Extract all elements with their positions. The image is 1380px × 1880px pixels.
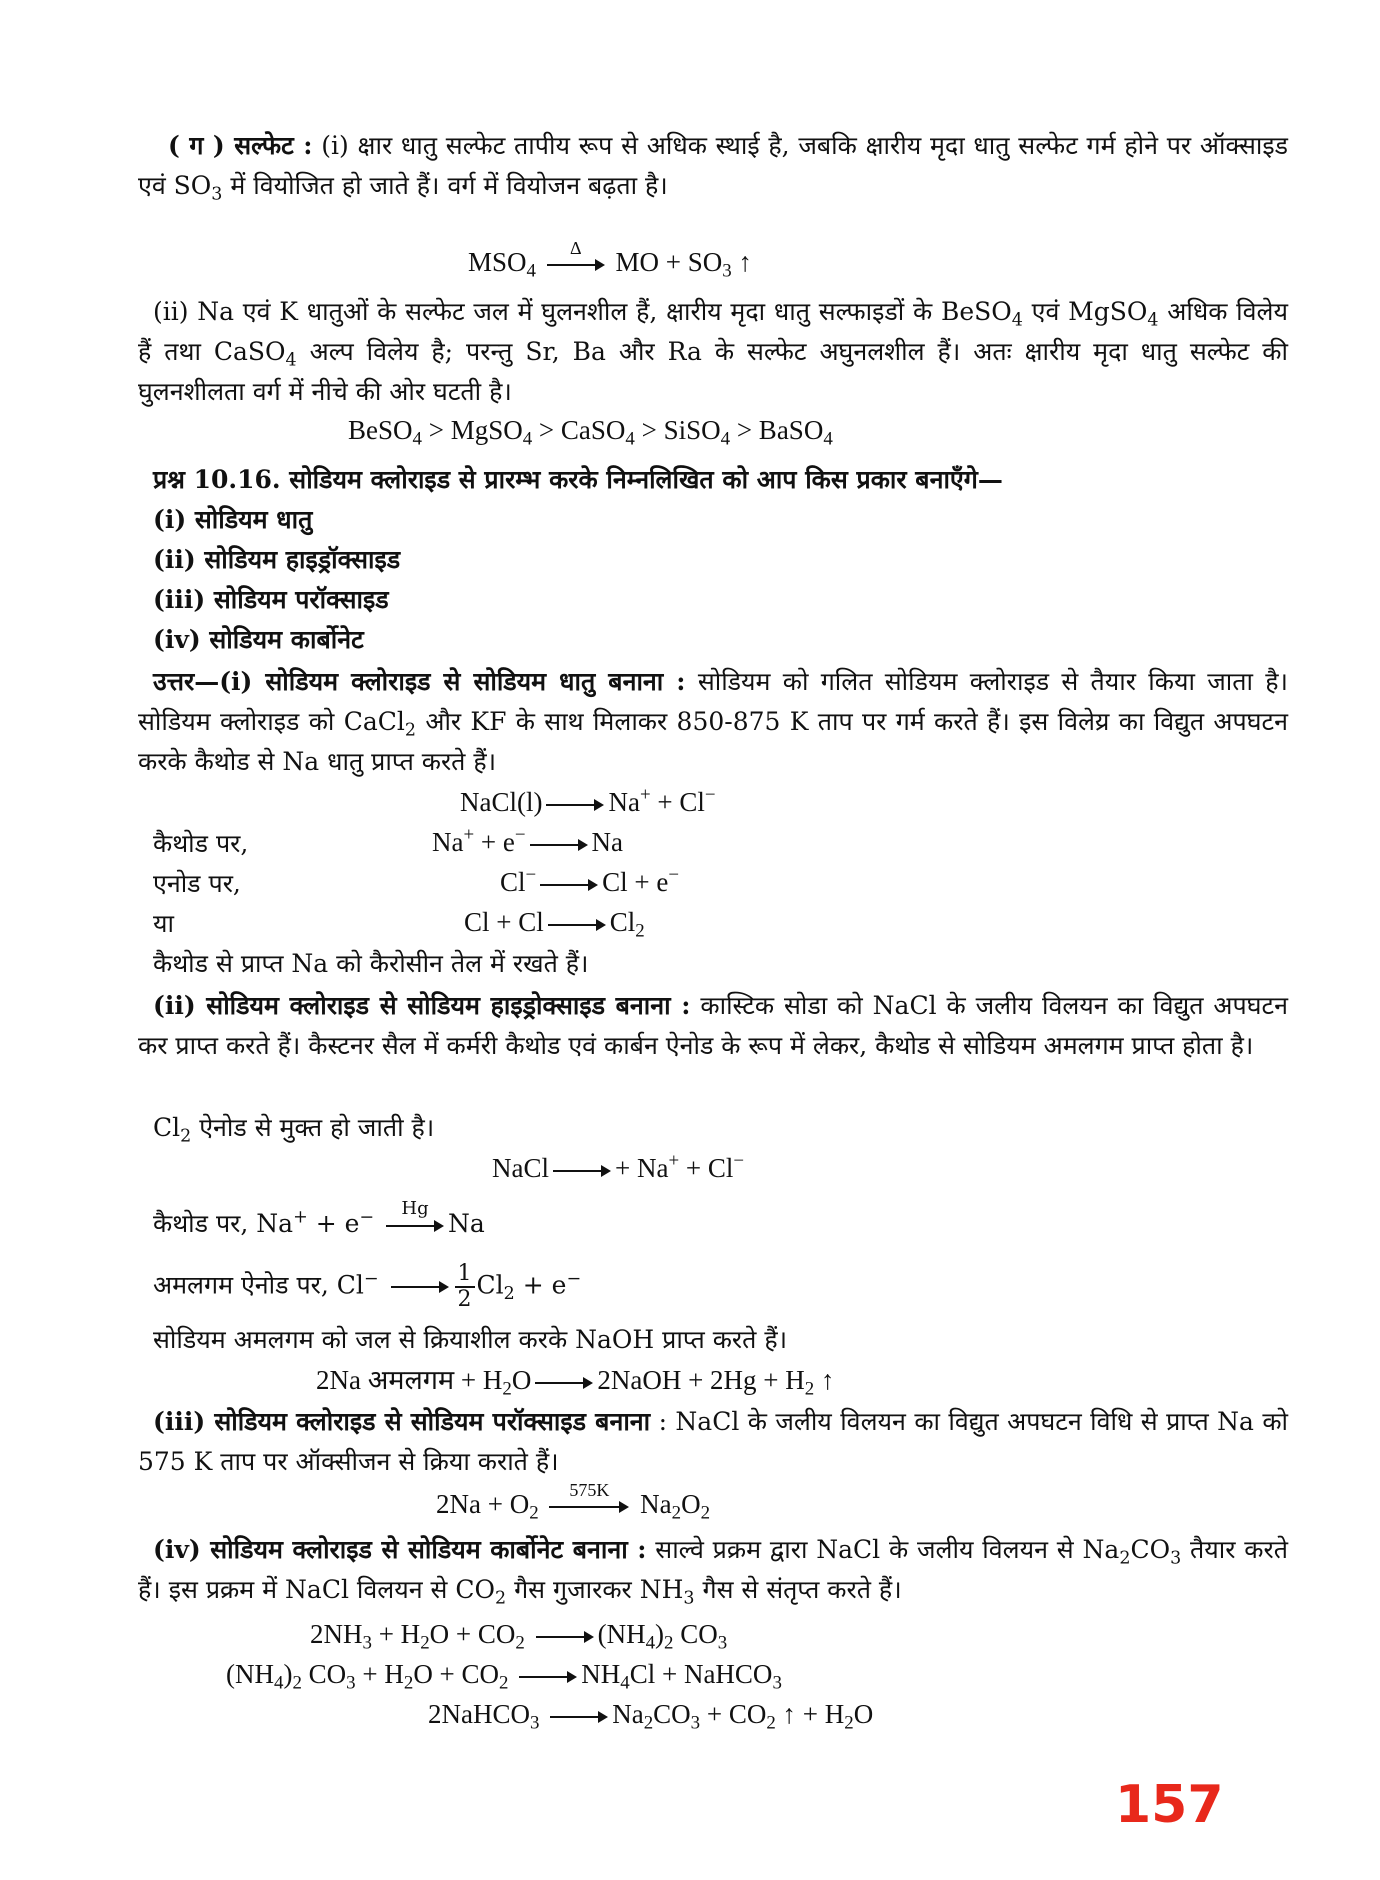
answer-iv-heading: (iv) सोडियम क्लोराइड से सोडियम कार्बोनेट बनाना : (153, 1535, 647, 1564)
cathode-label: कैथोड पर, (153, 829, 249, 858)
sulphate-paragraph: ( ग ) सल्फेट : (i) क्षार धातु सल्फेट तापीय रूप से अधिक स्थाई है, जबकि क्षारीय मृदा धातु सल्फेट गर्म होने पर ऑक्साइड एवं $SO_3$ में वियोजित हो जाते हैं। वर्ग में वियोजन बढ़ता है। (138, 131, 1288, 205)
answer-ii-heading: (ii) सोडियम क्लोराइड से सोडियम हाइड्रोक्साइड बनाना : (153, 991, 691, 1020)
fraction-half: $\frac{1}{2}$ (455, 1262, 475, 1312)
question-item: (iv) सोडियम कार्बोनेट (153, 625, 364, 654)
answer-i-heading: उत्तर—(i) सोडियम क्लोराइड से सोडियम धातु बनाना : (153, 667, 686, 696)
question-title: प्रश्न 10.16. सोडियम क्लोराइड से प्रारम्भ करके निम्नलिखित को आप किस प्रकार बनाएँगे— (153, 465, 1003, 494)
answer-iii-heading: (iii) सोडियम क्लोराइड से सोडियम परॉक्साइड बनाना (153, 1407, 651, 1436)
equation-chlorine: Cl + Cl $Cl_2$ (464, 907, 645, 942)
or-label: या (153, 909, 174, 938)
chlorine-release-text: $Cl_2$ ऐनोड से मुक्त हो जाती है। (153, 1113, 435, 1147)
sulphate-heading: ( ग ) सल्फेट : (168, 131, 313, 160)
equation-anode-amalgam: अमलगम ऐनोड पर, Cl− $\frac{1}{2}$ $Cl_2 + e^-$ (153, 1261, 582, 1312)
equation-nacl-dissociation: NaCl(l) Na+ + Cl− (460, 784, 716, 817)
question-item: (iii) सोडियम परॉक्साइड (153, 585, 389, 614)
answer-ii-paragraph: (ii) सोडियम क्लोराइड से सोडियम हाइड्रोक्साइड बनाना : कास्टिक सोडा को NaCl के जलीय विलयन का विद्युत अपघटन कर प्राप्त करते हैं। कैस्टनर सैल में कर्मरी कैथोड एवं कार्बन ऐनोड के रूप में लेकर, कैथोड से सोडियम अमलगम प्राप्त होता है। (138, 991, 1288, 1060)
page-number: 157 (1115, 1775, 1224, 1835)
equation-peroxide: $2Na + O_2$ 575K $Na_2O_2$ (436, 1479, 711, 1524)
sulphate-solubility-paragraph: (ii) Na एवं K धातुओं के सल्फेट जल में घुलनशील हैं, क्षारीय मृदा धातु सल्फाइडों के BeSO$_4$ एवं MgSO$_4$ अधिक विलेय हैं तथा CaSO$_4$ अल्प विलेय है; परन्तु Sr, Ba और Ra के सल्फेट अघुनलशील हैं। अतः क्षारीय मृदा धातु सल्फेट की घुलनशीलता वर्ग में नीचे की ओर घटती है। (138, 297, 1289, 406)
equation-solvay-2: $(NH_4)_2$ $CO_3 + H_2O + CO_2$ $NH_4Cl$ + NaHCO$_3$ (226, 1659, 782, 1694)
anode-label: एनोड पर, (153, 869, 241, 898)
equation-solvay-1: $2NH_3 + H_2O + CO_2$ $(NH_4)_2$ $CO_3$ (310, 1619, 728, 1654)
equation-naoh: 2Na अमलगम + $H_2O$ 2NaOH + $2Hg + H_2$ ↑ (316, 1365, 835, 1400)
equation-cathode: Na+ + e− Na (432, 824, 623, 857)
answer-ii-text2: सोडियम अमलगम को जल से क्रियाशील करके NaOH प्राप्त करते हैं। (153, 1325, 788, 1354)
equation-nacl-ions: NaCl + Na+ + Cl− (492, 1150, 745, 1183)
answer-iv-paragraph: (iv) सोडियम क्लोराइड से सोडियम कार्बोनेट बनाना : साल्वे प्रक्रम द्वारा NaCl के जलीय विलयन से $Na_2CO_3$ तैयार करते हैं। इस प्रक्रम में NaCl विलयन से $CO_2$ गैस गुजारकर $NH_3$ गैस से संतृप्त करते हैं। (138, 1535, 1288, 1609)
question-item: (i) सोडियम धातु (153, 505, 313, 534)
solubility-order: BeSO$_4$ > MgSO$_4$ > CaSO$_4$ > SiSO$_4$ > BaSO$_4$ (348, 415, 833, 450)
answer-i-note: कैथोड से प्राप्त Na को कैरोसीन तेल में रखते हैं। (153, 949, 589, 978)
equation-sulphate-decomposition: $MSO_4$ Δ MO + $SO_3$ ↑ (468, 237, 752, 282)
question-item: (ii) सोडियम हाइड्रॉक्साइड (153, 545, 401, 574)
answer-iii-paragraph: (iii) सोडियम क्लोराइड से सोडियम परॉक्साइड बनाना : NaCl के जलीय विलयन का विद्युत अपघटन विधि से प्राप्त Na को 575 K ताप पर ऑक्सीजन से क्रिया कराते हैं। (138, 1407, 1288, 1476)
reaction-arrow: Δ (547, 258, 605, 272)
equation-solvay-3: 2NaHCO$_3$ $Na_2CO_3 + CO_2$ ↑ + $H_2O$ (428, 1699, 874, 1734)
equation-anode: Cl− Cl + e− (500, 864, 680, 897)
answer-i-paragraph: उत्तर—(i) सोडियम क्लोराइड से सोडियम धातु बनाना : सोडियम को गलित सोडियम क्लोराइड से तैयार किया जाता है। सोडियम क्लोराइड को CaCl$_2$ और KF के साथ मिलाकर 850-875 K ताप पर गर्म करते हैं। इस विलेय्र का विद्युत अपघटन करके कैथोड से Na धातु प्राप्त करते हैं। (138, 667, 1288, 776)
equation-cathode-amalgam: कैथोड पर, Na+ + e− Hg Na (153, 1197, 485, 1238)
